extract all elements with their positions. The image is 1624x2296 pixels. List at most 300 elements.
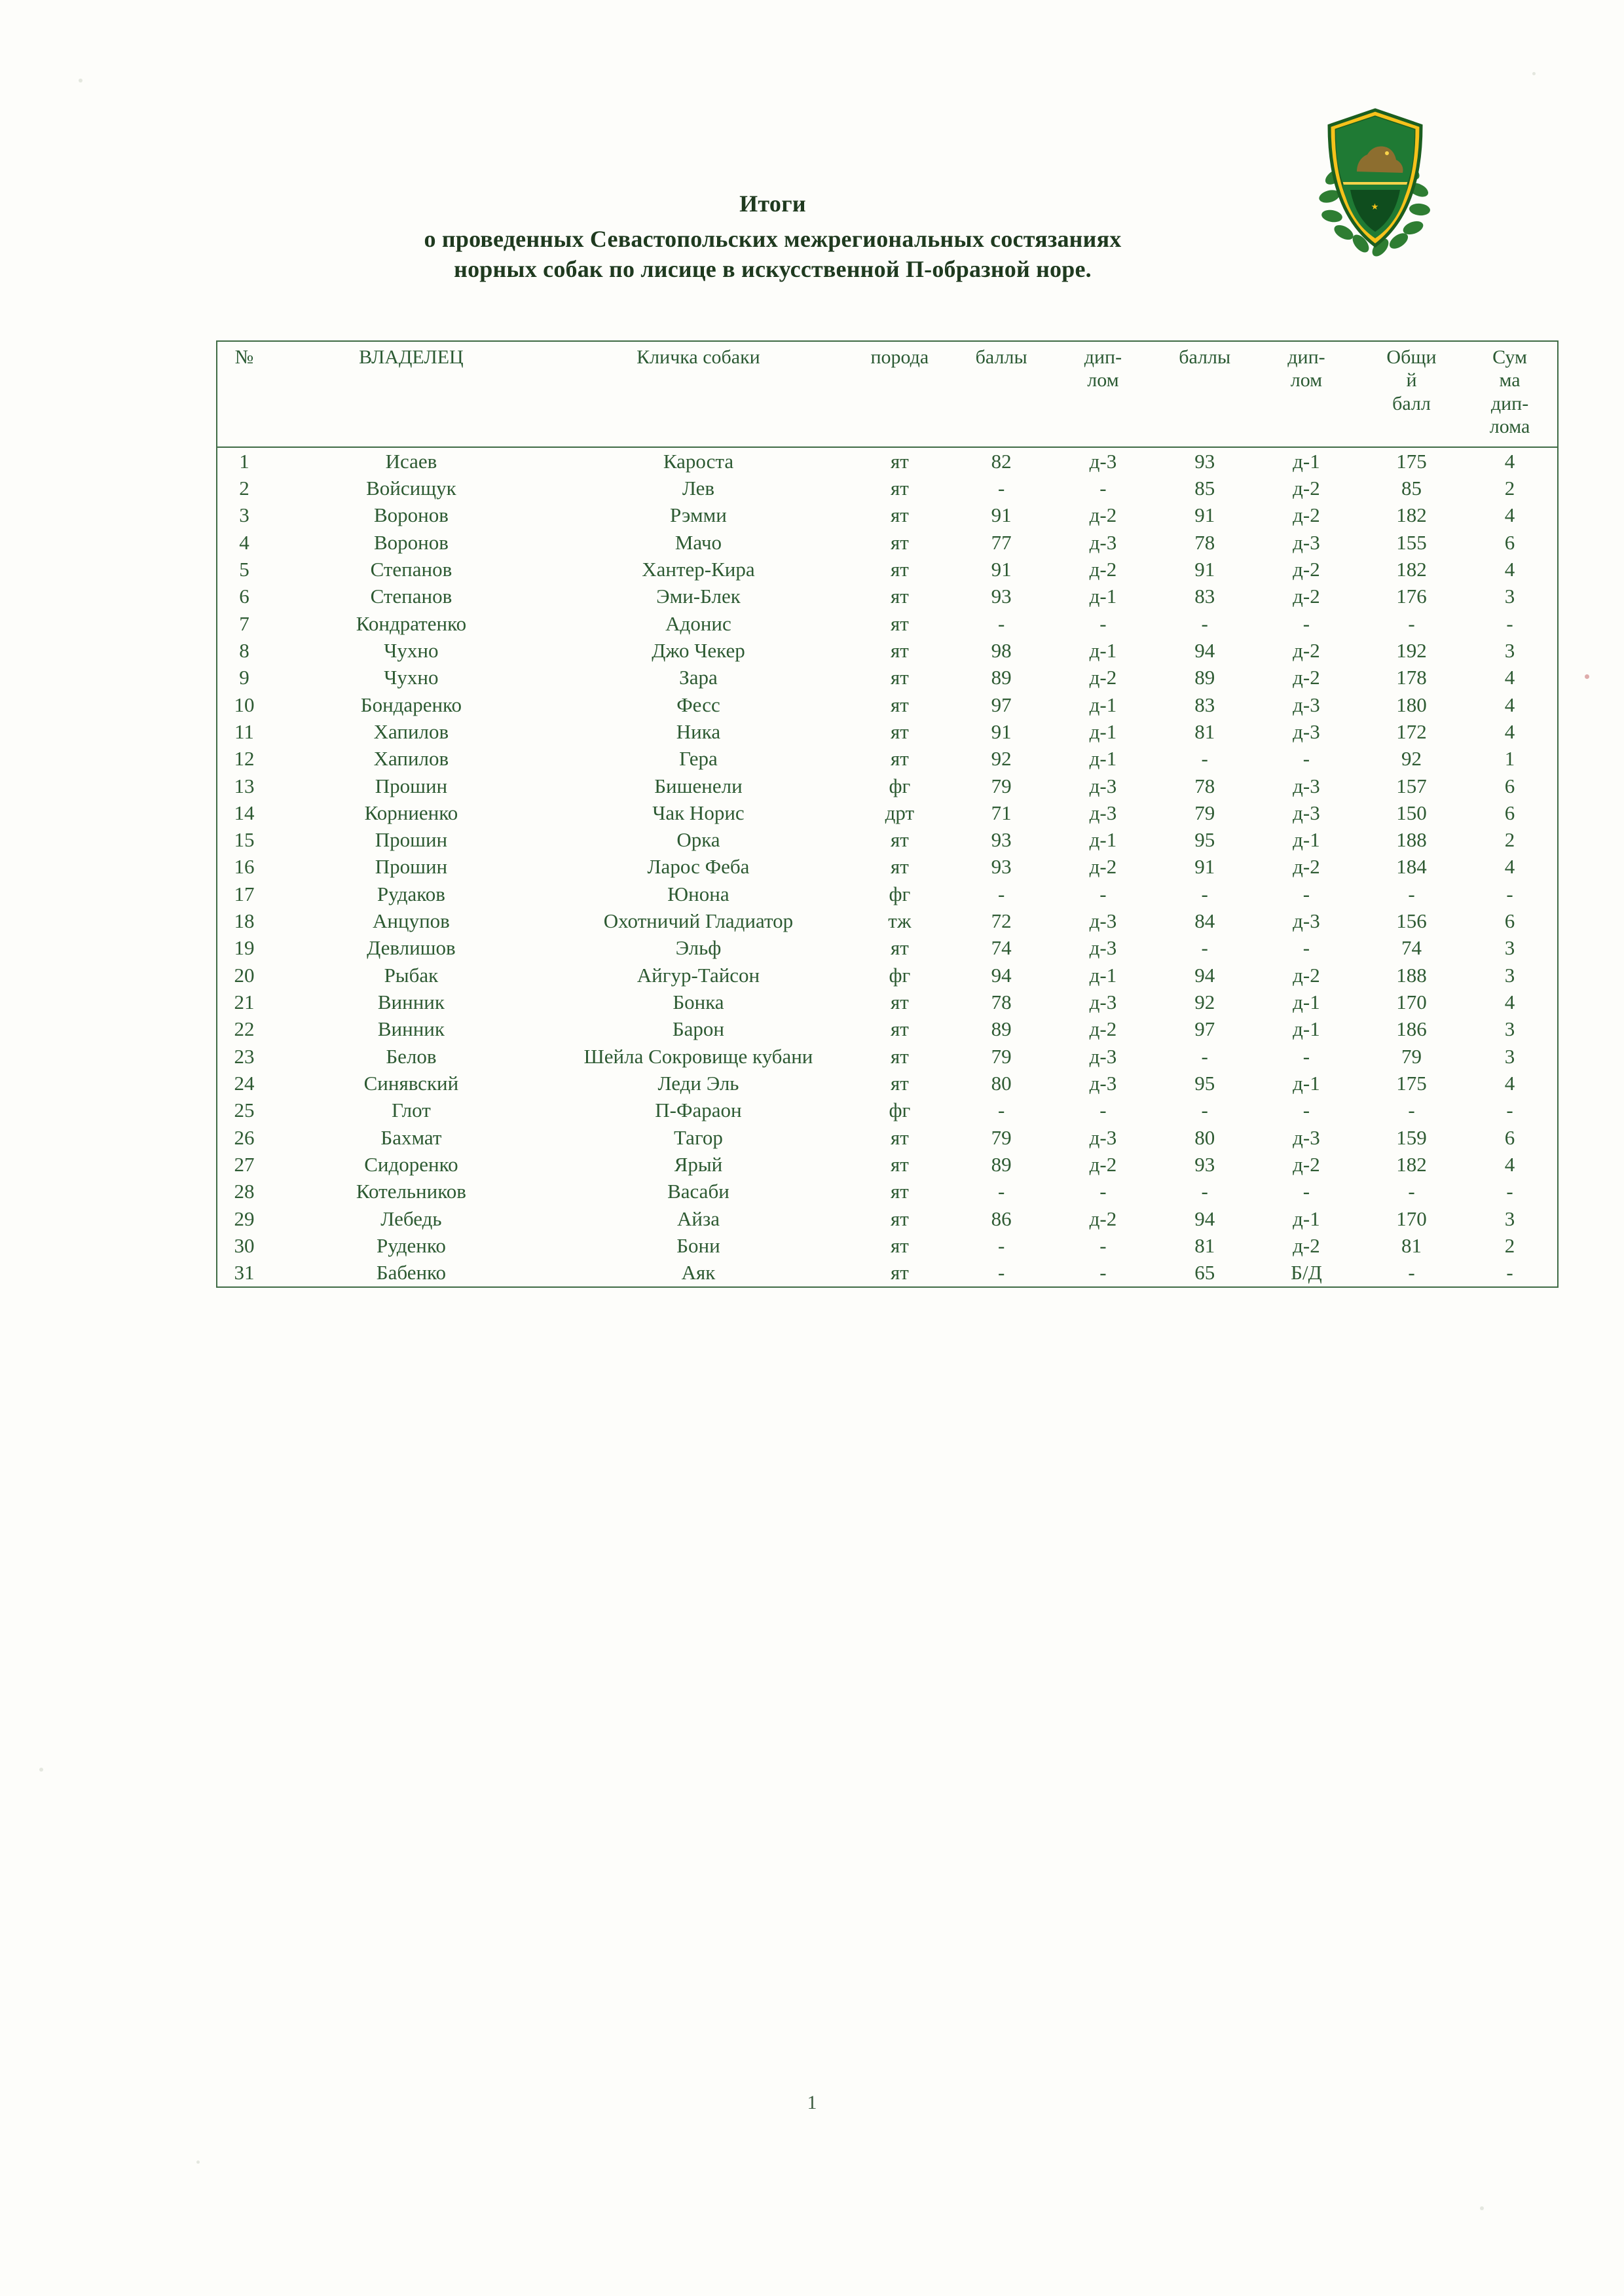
cell-points-1: 93: [991, 828, 1012, 852]
table-row: [217, 962, 1558, 989]
cell-points-2: 91: [1194, 855, 1215, 879]
cell-owner: Девлишов: [367, 936, 456, 960]
cell-breed: фг: [889, 963, 911, 987]
cell-number: 6: [217, 583, 271, 610]
table-row: [217, 691, 1558, 718]
cell-diploma-1: -: [1099, 1234, 1107, 1258]
cell-dog-name: Орка: [676, 828, 720, 852]
cell-breed: ят: [890, 693, 909, 716]
cell-breed: ят: [890, 1153, 909, 1176]
column-header-number: №: [217, 341, 271, 447]
cell-diploma-2: -: [1302, 1180, 1310, 1203]
cell-number: 14: [217, 799, 271, 826]
cell-points-2: -: [1201, 747, 1208, 771]
cell-diploma-1: д-1: [1089, 747, 1117, 771]
column-header-diploma-1-line1: дип-: [1084, 346, 1122, 368]
cell-diploma-2: д-1: [1293, 991, 1320, 1014]
cell-points-2: 97: [1194, 1017, 1215, 1041]
cell-diploma-2: -: [1302, 1044, 1310, 1068]
cell-points-1: 89: [991, 1153, 1012, 1176]
cell-diploma-2: д-3: [1293, 693, 1320, 716]
cell-diploma-2: д-3: [1293, 1125, 1320, 1149]
cell-breed: фг: [889, 882, 911, 905]
column-header-dog-name: Кличка собаки: [637, 346, 760, 368]
scan-speck: [39, 1768, 43, 1772]
cell-points-2: 81: [1194, 1234, 1215, 1258]
scan-speck: [1585, 674, 1589, 679]
column-header-sum-line3: дип-: [1490, 392, 1529, 414]
table-row: [217, 583, 1558, 610]
scan-speck: [196, 2160, 200, 2164]
column-header-diploma-2-line1: дип-: [1287, 346, 1325, 368]
cell-points-2: 84: [1194, 909, 1215, 933]
cell-number: 16: [217, 853, 271, 880]
cell-owner: Чухно: [384, 638, 439, 662]
cell-number: 22: [217, 1015, 271, 1042]
cell-breed: ят: [890, 666, 909, 689]
cell-total-score: 175: [1396, 1072, 1427, 1095]
cell-total-score: 180: [1396, 693, 1427, 716]
cell-points-2: 89: [1194, 666, 1215, 689]
cell-total-score: 178: [1396, 666, 1427, 689]
cell-diploma-2: д-2: [1293, 1153, 1320, 1176]
cell-owner: Степанов: [370, 557, 452, 581]
cell-points-1: 80: [991, 1072, 1012, 1095]
cell-diploma-2: д-3: [1293, 530, 1320, 554]
cell-diploma-sum: 2: [1462, 826, 1558, 853]
table-body: [217, 447, 1558, 1287]
cell-diploma-2: д-2: [1293, 638, 1320, 662]
cell-diploma-1: д-1: [1089, 720, 1117, 743]
results-table: [216, 340, 1559, 1288]
table-row: [217, 745, 1558, 772]
cell-dog-name: Эми-Блек: [656, 585, 741, 608]
cell-diploma-sum: 4: [1462, 447, 1558, 475]
cell-diploma-1: д-1: [1089, 963, 1117, 987]
page-number: 1: [807, 2092, 817, 2113]
cell-diploma-1: д-3: [1089, 909, 1117, 933]
cell-owner: Сидоренко: [364, 1153, 458, 1176]
cell-number: 20: [217, 962, 271, 989]
cell-points-1: -: [997, 476, 1005, 500]
column-header-sum-line4: лома: [1489, 416, 1530, 438]
cell-diploma-1: д-1: [1089, 585, 1117, 608]
cell-diploma-1: -: [1099, 1261, 1107, 1285]
cell-points-1: 79: [991, 774, 1012, 797]
cell-number: 7: [217, 610, 271, 637]
cell-number: 12: [217, 745, 271, 772]
cell-total-score: 157: [1396, 774, 1427, 797]
cell-diploma-sum: 4: [1462, 691, 1558, 718]
cell-diploma-2: д-3: [1293, 720, 1320, 743]
cell-diploma-1: д-3: [1089, 1072, 1117, 1095]
cell-number: 24: [217, 1070, 271, 1097]
cell-points-2: 93: [1194, 1153, 1215, 1176]
cell-breed: ят: [890, 991, 909, 1014]
table-row: [217, 447, 1558, 475]
cell-diploma-1: д-3: [1089, 1125, 1117, 1149]
cell-diploma-sum: 3: [1462, 1205, 1558, 1232]
cell-points-1: 79: [991, 1044, 1012, 1068]
cell-number: 18: [217, 907, 271, 934]
table-row: [217, 1070, 1558, 1097]
cell-diploma-sum: -: [1462, 881, 1558, 907]
cell-points-1: 91: [991, 503, 1012, 527]
cell-points-2: 80: [1194, 1125, 1215, 1149]
table-row: [217, 556, 1558, 583]
cell-owner: Воронов: [373, 530, 449, 554]
cell-number: 11: [217, 718, 271, 745]
cell-owner: Чухно: [384, 666, 439, 689]
cell-number: 19: [217, 934, 271, 961]
table-row: [217, 934, 1558, 961]
cell-diploma-2: -: [1302, 1099, 1310, 1122]
cell-number: 2: [217, 475, 271, 501]
cell-breed: фг: [889, 1099, 911, 1122]
cell-diploma-sum: 3: [1462, 934, 1558, 961]
cell-owner: Войсищук: [366, 476, 456, 500]
cell-total-score: -: [1408, 1261, 1415, 1285]
cell-points-1: -: [997, 1180, 1005, 1203]
results-table-wrapper: [216, 340, 1559, 1288]
cell-breed: ят: [890, 747, 909, 771]
cell-breed: ят: [890, 1044, 909, 1068]
table-row: [217, 1178, 1558, 1205]
cell-number: 28: [217, 1178, 271, 1205]
table-row: [217, 475, 1558, 501]
cell-number: 23: [217, 1043, 271, 1070]
cell-number: 3: [217, 501, 271, 528]
scan-speck: [1480, 2206, 1484, 2210]
cell-total-score: 182: [1396, 1153, 1427, 1176]
cell-points-2: -: [1201, 1044, 1208, 1068]
cell-owner: Винник: [377, 1017, 445, 1041]
column-header-total-score: [1361, 341, 1462, 447]
cell-points-2: 78: [1194, 774, 1215, 797]
cell-breed: ят: [890, 720, 909, 743]
cell-total-score: 156: [1396, 909, 1427, 933]
cell-points-2: 65: [1194, 1261, 1215, 1285]
cell-dog-name: Рэмми: [670, 503, 727, 527]
cell-owner: Прошин: [375, 855, 448, 879]
cell-total-score: -: [1408, 611, 1415, 635]
cell-diploma-sum: 4: [1462, 501, 1558, 528]
column-header-diploma-sum: [1462, 341, 1558, 447]
cell-diploma-2: -: [1302, 747, 1310, 771]
cell-breed: ят: [890, 1125, 909, 1149]
cell-dog-name: Тагор: [674, 1125, 723, 1149]
cell-diploma-1: д-3: [1089, 936, 1117, 960]
cell-number: 10: [217, 691, 271, 718]
table-row: [217, 907, 1558, 934]
cell-diploma-sum: 2: [1462, 1232, 1558, 1259]
cell-dog-name: Бишенели: [654, 774, 743, 797]
cell-owner: Рыбак: [384, 963, 439, 987]
table-row: [217, 1043, 1558, 1070]
cell-dog-name: Бонка: [673, 991, 724, 1014]
cell-points-1: 86: [991, 1207, 1012, 1230]
cell-points-1: 93: [991, 585, 1012, 608]
table-row: [217, 610, 1558, 637]
cell-diploma-2: д-2: [1293, 557, 1320, 581]
cell-diploma-1: д-2: [1089, 503, 1117, 527]
cell-diploma-1: -: [1099, 476, 1107, 500]
cell-owner: Бахмат: [380, 1125, 442, 1149]
cell-points-2: 83: [1194, 693, 1215, 716]
cell-owner: Прошин: [375, 774, 448, 797]
cell-diploma-1: д-1: [1089, 693, 1117, 716]
cell-dog-name: Мачо: [674, 530, 722, 554]
cell-dog-name: Кароста: [663, 449, 734, 473]
cell-owner: Воронов: [373, 503, 449, 527]
table-row: [217, 881, 1558, 907]
table-row: [217, 1015, 1558, 1042]
cell-breed: ят: [890, 611, 909, 635]
cell-breed: ят: [890, 1261, 909, 1285]
table-row: [217, 1259, 1558, 1286]
cell-owner: Хапилов: [373, 720, 449, 743]
cell-total-score: 184: [1396, 855, 1427, 879]
cell-diploma-sum: -: [1462, 1178, 1558, 1205]
cell-number: 13: [217, 773, 271, 799]
cell-number: 17: [217, 881, 271, 907]
cell-breed: ят: [890, 1072, 909, 1095]
cell-diploma-sum: 2: [1462, 475, 1558, 501]
cell-number: 9: [217, 664, 271, 691]
cell-breed: ят: [890, 449, 909, 473]
cell-owner: Котельников: [356, 1180, 466, 1203]
cell-diploma-1: д-3: [1089, 991, 1117, 1014]
cell-points-2: 92: [1194, 991, 1215, 1014]
cell-dog-name: Лев: [682, 476, 715, 500]
cell-diploma-2: д-2: [1293, 503, 1320, 527]
cell-dog-name: Аяк: [681, 1261, 716, 1285]
cell-dog-name: Барон: [672, 1017, 725, 1041]
table-row: [217, 664, 1558, 691]
cell-dog-name: Ларос Феба: [647, 855, 750, 879]
cell-owner: Кондратенко: [356, 611, 467, 635]
cell-breed: ят: [890, 503, 909, 527]
cell-diploma-1: д-2: [1089, 557, 1117, 581]
cell-diploma-2: д-2: [1293, 666, 1320, 689]
cell-breed: ят: [890, 476, 909, 500]
cell-diploma-sum: 3: [1462, 637, 1558, 664]
cell-diploma-1: д-1: [1089, 828, 1117, 852]
cell-diploma-1: -: [1099, 611, 1107, 635]
cell-total-score: 182: [1396, 503, 1427, 527]
cell-points-2: -: [1201, 1180, 1208, 1203]
cell-total-score: 176: [1396, 585, 1427, 608]
table-row: [217, 1232, 1558, 1259]
table-row: [217, 799, 1558, 826]
column-header-points-2: баллы: [1179, 346, 1231, 368]
cell-diploma-1: д-2: [1089, 1153, 1117, 1176]
table-row: [217, 1124, 1558, 1151]
cell-diploma-sum: 1: [1462, 745, 1558, 772]
cell-owner: Исаев: [385, 449, 437, 473]
cell-dog-name: П-Фараон: [655, 1099, 742, 1122]
cell-diploma-sum: 4: [1462, 1151, 1558, 1178]
cell-breed: ят: [890, 855, 909, 879]
cell-points-1: 74: [991, 936, 1012, 960]
cell-total-score: 188: [1396, 963, 1427, 987]
column-header-sum-line2: ма: [1499, 369, 1521, 392]
cell-diploma-2: д-2: [1293, 855, 1320, 879]
cell-diploma-sum: 4: [1462, 1070, 1558, 1097]
cell-owner: Белов: [386, 1044, 437, 1068]
cell-diploma-2: -: [1302, 611, 1310, 635]
cell-dog-name: Юнона: [667, 882, 729, 905]
cell-total-score: -: [1408, 1180, 1415, 1203]
cell-points-1: 71: [991, 801, 1012, 824]
cell-diploma-2: д-2: [1293, 476, 1320, 500]
table-row: [217, 826, 1558, 853]
table-row: [217, 529, 1558, 556]
cell-total-score: 79: [1401, 1044, 1422, 1068]
cell-total-score: 170: [1396, 991, 1427, 1014]
cell-breed: ят: [890, 936, 909, 960]
cell-diploma-sum: 4: [1462, 853, 1558, 880]
cell-diploma-sum: 6: [1462, 1124, 1558, 1151]
cell-points-1: 93: [991, 855, 1012, 879]
cell-number: 21: [217, 989, 271, 1015]
table-row: [217, 1151, 1558, 1178]
cell-total-score: 81: [1401, 1234, 1422, 1258]
table-row: [217, 773, 1558, 799]
cell-breed: ят: [890, 1017, 909, 1041]
cell-points-2: -: [1201, 936, 1208, 960]
cell-owner: Бондаренко: [360, 693, 462, 716]
cell-diploma-sum: -: [1462, 610, 1558, 637]
cell-dog-name: Леди Эль: [657, 1072, 739, 1095]
cell-dog-name: Джо Чекер: [652, 638, 745, 662]
cell-diploma-sum: 6: [1462, 773, 1558, 799]
cell-breed: ят: [890, 557, 909, 581]
cell-total-score: 188: [1396, 828, 1427, 852]
cell-total-score: 74: [1401, 936, 1422, 960]
cell-diploma-1: д-3: [1089, 1044, 1117, 1068]
cell-dog-name: Фесс: [676, 693, 720, 716]
cell-total-score: 172: [1396, 720, 1427, 743]
cell-dog-name: Айгур-Тайсон: [637, 963, 760, 987]
cell-points-2: 95: [1194, 1072, 1215, 1095]
cell-points-2: 79: [1194, 801, 1215, 824]
cell-total-score: 150: [1396, 801, 1427, 824]
cell-owner: Рудаков: [377, 882, 445, 905]
cell-diploma-sum: 6: [1462, 907, 1558, 934]
table-row: [217, 637, 1558, 664]
scan-speck: [1532, 72, 1536, 75]
cell-number: 15: [217, 826, 271, 853]
cell-number: 29: [217, 1205, 271, 1232]
table-header-row: [217, 341, 1558, 447]
cell-diploma-1: д-1: [1089, 638, 1117, 662]
cell-points-1: 94: [991, 963, 1012, 987]
cell-breed: ят: [890, 828, 909, 852]
cell-total-score: 92: [1401, 747, 1422, 771]
cell-points-1: 91: [991, 557, 1012, 581]
cell-points-1: 89: [991, 1017, 1012, 1041]
cell-number: 8: [217, 637, 271, 664]
cell-diploma-sum: 4: [1462, 989, 1558, 1015]
cell-breed: ят: [890, 1180, 909, 1203]
cell-points-2: 85: [1194, 476, 1215, 500]
column-header-diploma-2: [1252, 341, 1361, 447]
cell-owner: Корниенко: [364, 801, 458, 824]
cell-points-1: 98: [991, 638, 1012, 662]
cell-diploma-1: д-2: [1089, 855, 1117, 879]
cell-total-score: -: [1408, 882, 1415, 905]
cell-owner: Глот: [392, 1099, 431, 1122]
cell-dog-name: Васаби: [667, 1180, 729, 1203]
cell-breed: ят: [890, 1207, 909, 1230]
cell-owner: Анцупов: [373, 909, 450, 933]
cell-total-score: 175: [1396, 449, 1427, 473]
document-title-block: [216, 190, 1329, 284]
cell-points-2: 93: [1194, 449, 1215, 473]
cell-points-1: 89: [991, 666, 1012, 689]
cell-points-2: -: [1201, 882, 1208, 905]
cell-dog-name: Гера: [679, 747, 718, 771]
column-header-diploma-2-line2: лом: [1290, 369, 1323, 392]
table-row: [217, 501, 1558, 528]
cell-points-2: -: [1201, 1099, 1208, 1122]
cell-total-score: 85: [1401, 476, 1422, 500]
cell-owner: Синявский: [363, 1072, 459, 1095]
cell-points-1: 97: [991, 693, 1012, 716]
cell-diploma-2: д-2: [1293, 1234, 1320, 1258]
column-header-total-line2: й: [1406, 369, 1417, 392]
cell-total-score: 186: [1396, 1017, 1427, 1041]
cell-owner: Хапилов: [373, 747, 449, 771]
cell-diploma-sum: 3: [1462, 962, 1558, 989]
cell-diploma-sum: 3: [1462, 1043, 1558, 1070]
page-subtitle-line-2: норных собак по лисице в искусственной П-образной норе.: [454, 256, 1092, 283]
cell-number: 5: [217, 556, 271, 583]
cell-dog-name: Айза: [676, 1207, 720, 1230]
cell-diploma-sum: 6: [1462, 529, 1558, 556]
cell-dog-name: Эльф: [675, 936, 722, 960]
cell-total-score: 182: [1396, 557, 1427, 581]
table-row: [217, 989, 1558, 1015]
cell-diploma-2: д-1: [1293, 449, 1320, 473]
table-header: [217, 341, 1558, 447]
cell-number: 25: [217, 1097, 271, 1123]
cell-diploma-sum: -: [1462, 1259, 1558, 1286]
cell-diploma-sum: 4: [1462, 718, 1558, 745]
cell-diploma-1: -: [1099, 882, 1107, 905]
cell-points-1: -: [997, 611, 1005, 635]
cell-points-1: -: [997, 1261, 1005, 1285]
cell-diploma-1: д-2: [1089, 666, 1117, 689]
cell-owner: Винник: [377, 991, 445, 1014]
scan-speck: [79, 79, 83, 82]
cell-diploma-1: д-2: [1089, 1017, 1117, 1041]
cell-points-1: -: [997, 1099, 1005, 1122]
cell-points-1: 78: [991, 991, 1012, 1014]
cell-points-1: 92: [991, 747, 1012, 771]
cell-dog-name: Хантер-Кира: [642, 557, 755, 581]
cell-number: 30: [217, 1232, 271, 1259]
cell-breed: ят: [890, 585, 909, 608]
cell-total-score: 192: [1396, 638, 1427, 662]
cell-breed: фг: [889, 774, 911, 797]
cell-diploma-2: д-1: [1293, 1072, 1320, 1095]
cell-owner: Степанов: [370, 585, 452, 608]
cell-owner: Прошин: [375, 828, 448, 852]
cell-diploma-2: д-2: [1293, 963, 1320, 987]
cell-diploma-2: д-1: [1293, 1207, 1320, 1230]
